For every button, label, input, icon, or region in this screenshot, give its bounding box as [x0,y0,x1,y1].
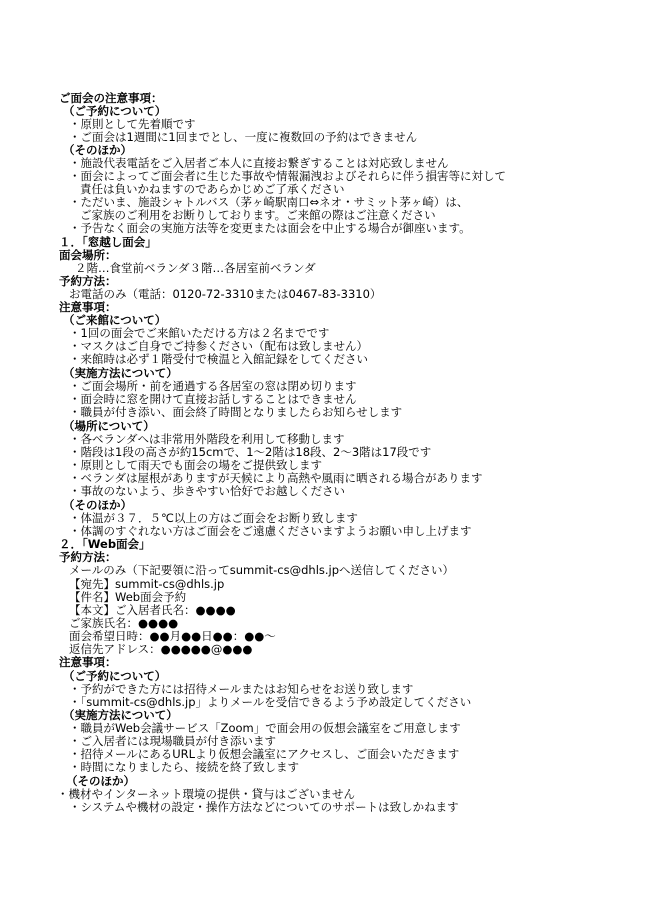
email-template-datetime: 面会希望日時：●●月●●日●●：●●～ [69,629,276,643]
list-item: ・施設代表電話をご入居者ご本人に直接お繋ぎすることは対応致しません [69,156,449,170]
list-item: ・「summit-cs@dhls.jp」よりメールを受信できるよう予め設定してください [69,695,472,709]
subheading-method: （実施方法について） [63,366,178,380]
list-item: ・時間になりましたら、接続を終了致します [69,760,299,774]
list-item: ・来館時は必ず１階受付で検温と入館記録をしてください [69,352,368,366]
list-item: ・原則として先着順です [69,117,196,131]
list-item: ・ご入居者には現場職員が付き添います [69,734,276,748]
email-template-family-name: ご家族氏名：●●●● [69,616,179,630]
list-item: ・ご面会は1週間に1回までとし、一度に複数回の予約はできません [69,130,418,144]
list-item: ・事故のないよう、歩きやすい恰好でお越しください [69,484,345,498]
label-reservation-method: 予約方法： [59,274,117,288]
label-notes: 注意事項： [59,655,117,669]
list-item: ・体調のすぐれない方はご面会をご遠慮くださいますようお願い申し上げます [69,524,472,538]
visit-location-text: ２階…食堂前ベランダ３階…各居室前ベランダ [75,261,316,275]
subheading-arrival: （ご来館について） [63,313,167,327]
list-item: ・招待メールにあるURLより仮想会議室にアクセスし、ご面会いただきます [69,747,460,761]
subheading-other: （そのほか） [66,774,135,788]
list-item: ・階段は1段の高さが約15cmで、1～2階は18段、2～3階は17段です [69,445,432,459]
section-title-web-visit: ２．「Web面会」 [59,537,151,551]
section-title-window-visit: １．「窓越し面会」 [59,235,157,249]
list-item: ・機材やインターネット環境の提供・貸与はございません [57,787,355,801]
list-item-continued: 責任は負いかねますのであらかじめご了承ください [80,182,345,196]
reservation-phone-text: お電話のみ（電話：0120-72-3310または0467-83-3310） [69,287,382,301]
list-item: ・システムや機材の設定・操作方法などについてのサポートは致しかねます [69,800,459,814]
list-item: ・予約ができた方には招待メールまたはお知らせをお送り致します [69,682,414,696]
subheading-location: （場所について） [63,419,155,433]
email-template-body: 【本文】ご入居者氏名：●●●● [69,603,236,617]
email-template-subject: 【件名】Web面会予約 [69,590,187,604]
list-item: ・マスクはご自身でご持参ください（配布は致しません） [69,339,368,353]
list-item: ・ご面会場所・前を通過する各居室の窓は閉め切ります [69,379,357,393]
list-item: ・ベランダは屋根がありますが天候により高熱や風雨に晒される場合があります [69,471,483,485]
subheading-other: （そのほか） [63,143,132,157]
subheading-reservation: （ご予約について） [63,669,167,683]
list-item: ・原則として雨天でも面会の場をご提供致します [69,458,322,472]
subheading-method: （実施方法について） [63,708,178,722]
subheading-reservation: （ご予約について） [63,104,167,118]
list-item: ・ただいま、施設シャトルバス（茅ヶ崎駅南口⇔ネオ・サミット茅ヶ崎）は、 [69,195,469,209]
email-template-to: 【宛先】summit-cs@dhls.jp [69,577,225,591]
subheading-other: （そのほか） [63,498,132,512]
list-item: ・体温が３７．５℃以上の方はご面会をお断り致します [69,511,358,525]
list-item: ・1回の面会でご来館いただける方は２名までです [69,326,330,340]
reservation-email-text: メールのみ（下記要領に沿ってsummit-cs@dhls.jpへ送信してください） [69,563,455,577]
label-notes: 注意事項： [59,300,117,314]
list-item: ・面会時に窓を開けて直接お話しすることはできません [69,392,357,406]
list-item: ・職員がWeb会議サービス「Zoom」で面会用の仮想会議室をご用意します [69,721,461,735]
email-template-reply-address: 返信先アドレス：●●●●●@●●● [69,642,253,656]
label-visit-location: 面会場所： [59,248,117,262]
heading-visit-notes: ご面会の注意事項： [59,91,163,105]
label-reservation-method: 予約方法： [59,550,117,564]
list-item: ・各ベランダへは非常用外階段を利用して移動します [69,432,345,446]
list-item: ・面会によってご面会者に生じた事故や情報漏洩およびそれらに伴う損害等に対して [69,169,506,183]
list-item: ・予告なく面会の実施方法等を変更または面会を中止する場合が御座います。 [69,221,471,235]
list-item: ・職員が付き添い、面会終了時間となりましたらお知らせします [69,405,403,419]
list-item-continued: ご家族のご利用をお断りしております。ご来館の際はご注意ください [80,208,436,222]
